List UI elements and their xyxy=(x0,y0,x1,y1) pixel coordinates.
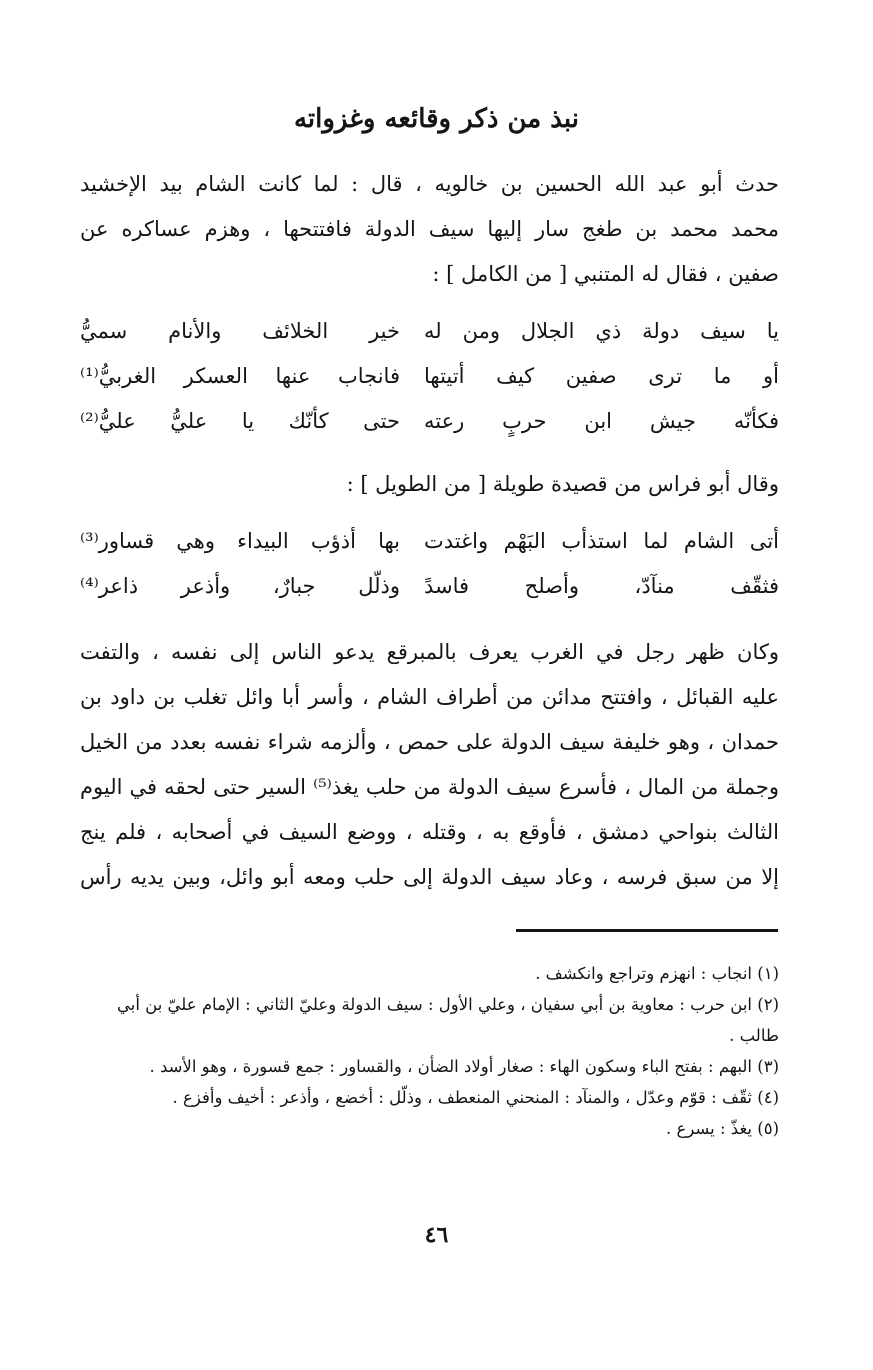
verse-line xyxy=(80,563,779,608)
verse-second-hemistich: بها أذؤب البيداء وهي قساور⁽³⁾ xyxy=(80,528,400,553)
paragraph-line: صفين ، فقال له المتنبي [ من الكامل ] : xyxy=(432,262,779,286)
poem-abu-firas xyxy=(80,518,779,608)
abu-firas-intro xyxy=(80,462,779,507)
verse-first-hemistich: فثقّف منآدّ، وأصلح فاسدً xyxy=(424,573,779,598)
footnote: (٥) يغذّ : يسرع . xyxy=(665,1119,779,1138)
footnote-continuation: طالب . xyxy=(729,1026,779,1045)
paragraph-line: حدث أبو عبد الله الحسين بن خالويه ، قال : لما كانت الشام بيد الإخشيد xyxy=(80,172,779,196)
paragraph-line: إلا من سبق فرسه ، وعاد سيف الدولة إلى حلب ومعه أبو وائل، وبين يديه رأس xyxy=(80,865,779,889)
verse-line xyxy=(80,518,779,563)
verse-second-hemistich: حتى كأنّك يا عليُّ عليُّ⁽²⁾ xyxy=(80,408,400,433)
verse-line xyxy=(80,353,779,398)
verse-first-hemistich: يا سيف دولة ذي الجلال ومن له xyxy=(424,318,779,343)
intro-paragraph xyxy=(80,162,779,297)
verse-first-hemistich: أو ما ترى صفين كيف أتيتها xyxy=(424,363,779,388)
verse-first-hemistich: أتى الشام لما استذأب البَهْم واغتدت xyxy=(424,528,779,553)
poem-mutanabbi xyxy=(80,308,779,443)
verse-line xyxy=(80,398,779,443)
page-number: ٤٦ xyxy=(424,1222,449,1248)
paragraph-line: محمد محمد بن طغج سار إليها سيف الدولة فافتتحها ، وهزم عساكره عن xyxy=(80,217,779,241)
verse-second-hemistich: فانجاب عنها العسكر الغربيُّ⁽¹⁾ xyxy=(80,363,400,388)
paragraph-line: وجملة من المال ، فأسرع سيف الدولة من حلب يغذ⁽⁵⁾ السير حتى لحقه في اليوم xyxy=(80,775,779,799)
verse-second-hemistich: وذلّل جبارٌ، وأذعر ذاعر⁽⁴⁾ xyxy=(80,573,400,598)
chapter-heading: نبذ من ذكر وقائعه وغزواته xyxy=(293,104,580,134)
paragraph-line: وقال أبو فراس من قصيدة طويلة [ من الطويل ] : xyxy=(346,472,779,496)
narrative-paragraph xyxy=(80,630,779,900)
paragraph-line: حمدان ، وهو خليفة سيف الدولة على حمص ، وألزمه شراء نفسه بعدد من الخيل xyxy=(80,730,779,754)
paragraph-line: وكان ظهر رجل في الغرب يعرف بالمبرقع يدعو الناس إلى نفسه ، والتفت xyxy=(80,640,779,664)
verse-second-hemistich: خير الخلائف والأنام سميُّ xyxy=(80,318,400,343)
footnote: (١) انجاب : انهزم وتراجع وانكشف . xyxy=(535,964,779,983)
verse-line xyxy=(80,308,779,353)
footnote: (٣) البهم : بفتح الباء وسكون الهاء : صغار أولاد الضأن ، والقساور : جمع قسورة ، وهو الأسد . xyxy=(149,1057,779,1076)
paragraph-line: عليه القبائل ، وافتتح مدائن من أطراف الشام ، وأسر أبا وائل تغلب بن داود بن xyxy=(80,685,779,709)
footnote-separator xyxy=(516,929,778,932)
footnote: (٢) ابن حرب : معاوية بن أبي سفيان ، وعلي الأول : سيف الدولة وعليّ الثاني : الإمام عليّ بن أبي xyxy=(116,995,779,1014)
verse-first-hemistich: فكأنّه جيش ابن حربٍ رعته xyxy=(424,408,779,433)
footnote: (٤) ثقّف : قوّم وعدّل ، والمنآد : المنحني المنعطف ، وذلّل : أخضع ، وأذعر : أخيف وأفزع . xyxy=(172,1088,779,1107)
paragraph-line: الثالث بنواحي دمشق ، فأوقع به ، وقتله ، ووضع السيف في أصحابه ، فلم ينج xyxy=(80,820,779,844)
footnotes xyxy=(80,958,779,1144)
